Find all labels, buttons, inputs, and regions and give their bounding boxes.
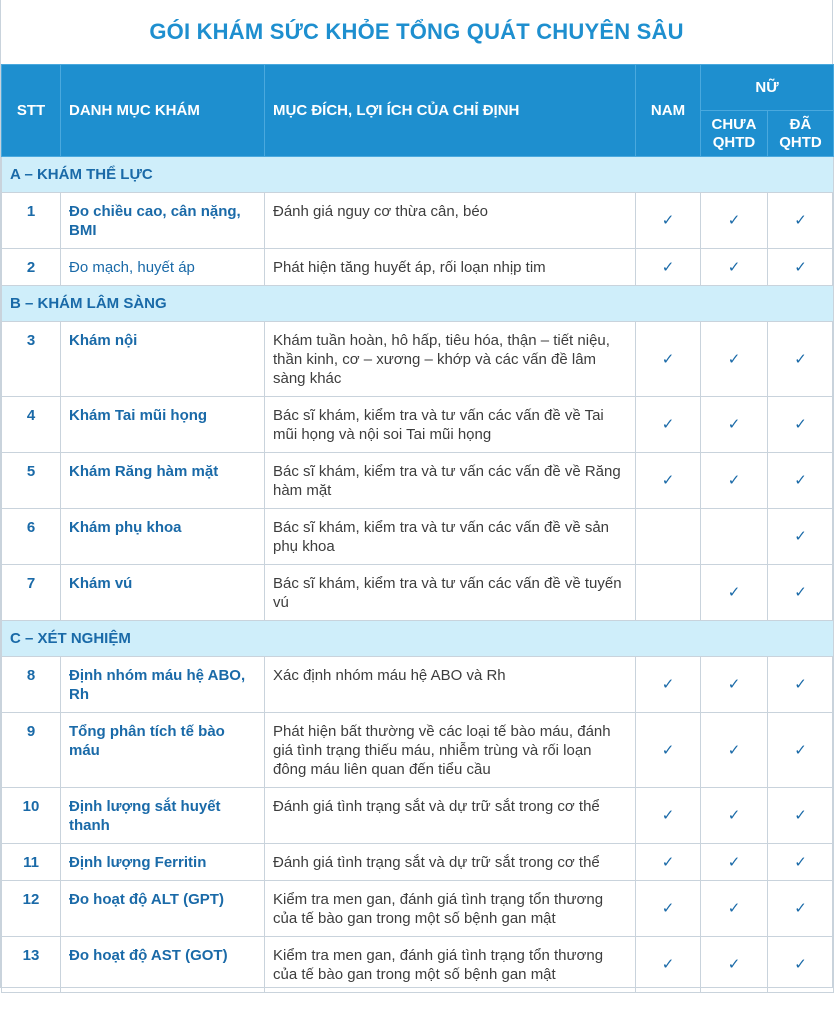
table-row <box>2 193 834 249</box>
check-cell-nam <box>636 657 701 713</box>
check-cell-da-qhtd <box>768 453 834 509</box>
header-da-line2: QHTD <box>779 133 822 151</box>
row-purpose: Đánh giá tình trạng sắt và dự trữ sắt trong cơ thể <box>265 844 636 881</box>
check-cell-chua-qhtd <box>701 565 768 621</box>
check-icon: ✓ <box>794 584 807 601</box>
row-stt: 13 <box>2 937 61 993</box>
table-row <box>2 881 834 937</box>
check-cell-chua-qhtd <box>701 937 768 993</box>
section-label: A – KHÁM THỂ LỰC <box>2 157 834 193</box>
table-row <box>2 937 834 993</box>
check-cell-da-qhtd <box>768 713 834 788</box>
row-purpose: Kiểm tra men gan, đánh giá tình trạng tổn thương của tế bào gan trong một số bệnh gan mật <box>265 881 636 937</box>
check-icon: ✓ <box>727 472 741 489</box>
check-cell-da-qhtd <box>768 193 834 249</box>
check-icon: ✓ <box>727 900 741 917</box>
check-cell-chua-qhtd <box>701 322 768 397</box>
check-icon: ✓ <box>661 853 675 871</box>
table-row <box>2 322 834 397</box>
check-icon: ✓ <box>794 528 807 545</box>
row-purpose: Phát hiện tăng huyết áp, rối loạn nhịp tim <box>265 249 636 286</box>
check-cell-chua-qhtd <box>701 453 768 509</box>
check-icon: ✓ <box>727 676 741 693</box>
check-icon: ✓ <box>794 741 807 759</box>
check-cell-da-qhtd <box>768 249 834 286</box>
check-icon: ✓ <box>794 258 807 276</box>
row-exam-name: Định nhóm máu hệ ABO, Rh <box>61 657 265 713</box>
table-row <box>2 713 834 788</box>
check-cell-chua-qhtd <box>701 397 768 453</box>
check-cell-da-qhtd <box>768 509 834 565</box>
header-da-line1: ĐÃ <box>789 115 812 133</box>
check-cell-nam <box>636 844 701 881</box>
exam-table <box>1 64 834 993</box>
page-title: GÓI KHÁM SỨC KHỎE TỔNG QUÁT CHUYÊN SÂU <box>149 19 684 44</box>
row-purpose: Bác sĩ khám, kiểm tra và tư vấn các vấn đề về sản phụ khoa <box>265 509 636 565</box>
check-cell-nam <box>636 397 701 453</box>
header-chua-line2: QHTD <box>712 133 756 151</box>
check-cell-chua-qhtd <box>701 844 768 881</box>
row-exam-name: Đo mạch, huyết áp <box>61 249 265 286</box>
check-icon: ✓ <box>794 212 807 229</box>
row-exam-name: Đo chiều cao, cân nặng, BMI <box>61 193 265 249</box>
check-icon: ✓ <box>794 416 807 433</box>
check-icon: ✓ <box>727 807 741 824</box>
check-icon: ✓ <box>794 807 807 824</box>
section-row <box>2 157 834 193</box>
check-cell-chua-qhtd <box>701 193 768 249</box>
check-cell-nam <box>636 193 701 249</box>
check-icon: ✓ <box>661 900 675 917</box>
check-icon: ✓ <box>661 258 675 276</box>
row-stt: 4 <box>2 397 61 453</box>
check-cell-nam <box>636 453 701 509</box>
check-icon: ✓ <box>661 741 675 759</box>
header-nu: NỮ <box>701 65 834 111</box>
check-cell-nam <box>636 249 701 286</box>
check-cell-chua-qhtd <box>701 657 768 713</box>
row-purpose: Bác sĩ khám, kiểm tra và tư vấn các vấn đề về Răng hàm mặt <box>265 453 636 509</box>
row-purpose: Bác sĩ khám, kiểm tra và tư vấn các vấn đề về tuyến vú <box>265 565 636 621</box>
check-icon: ✓ <box>661 807 675 824</box>
check-icon: ✓ <box>661 212 675 229</box>
check-icon: ✓ <box>727 853 741 871</box>
check-icon: ✓ <box>727 956 741 973</box>
row-purpose: Khám tuần hoàn, hô hấp, tiêu hóa, thận – tiết niệu, thần kinh, cơ – xương – khớp và các vấn đề lâm sàng khác <box>265 322 636 397</box>
row-stt: 10 <box>2 788 61 844</box>
row-exam-name: Khám nội <box>61 322 265 397</box>
row-stt: 5 <box>2 453 61 509</box>
table-row <box>2 844 834 881</box>
row-stt: 6 <box>2 509 61 565</box>
row-purpose: Đánh giá tình trạng sắt và dự trữ sắt trong cơ thể <box>265 788 636 844</box>
row-stt: 8 <box>2 657 61 713</box>
check-cell-da-qhtd <box>768 844 834 881</box>
row-exam-name: Khám Răng hàm mặt <box>61 453 265 509</box>
section-row <box>2 621 834 657</box>
row-exam-name: Định lượng Ferritin <box>61 844 265 881</box>
check-cell-nam <box>636 565 701 621</box>
check-cell-da-qhtd <box>768 881 834 937</box>
row-purpose: Xác định nhóm máu hệ ABO và Rh <box>265 657 636 713</box>
row-stt: 7 <box>2 565 61 621</box>
header-nam: NAM <box>636 65 701 157</box>
check-cell-nam <box>636 788 701 844</box>
check-cell-da-qhtd <box>768 937 834 993</box>
row-exam-name: Định lượng sắt huyết thanh <box>61 788 265 844</box>
check-cell-chua-qhtd <box>701 788 768 844</box>
check-cell-da-qhtd <box>768 788 834 844</box>
check-icon: ✓ <box>727 741 741 759</box>
row-stt: 2 <box>2 249 61 286</box>
section-row <box>2 286 834 322</box>
check-icon: ✓ <box>661 472 675 489</box>
row-exam-name: Khám phụ khoa <box>61 509 265 565</box>
row-stt: 9 <box>2 713 61 788</box>
row-stt: 11 <box>2 844 61 881</box>
check-icon: ✓ <box>727 258 741 276</box>
table-header <box>2 65 834 157</box>
row-exam-name: Tổng phân tích tế bào máu <box>61 713 265 788</box>
check-icon: ✓ <box>661 350 675 368</box>
table-row <box>2 397 834 453</box>
header-da-qhtd <box>768 111 834 157</box>
check-cell-chua-qhtd <box>701 509 768 565</box>
row-stt: 1 <box>2 193 61 249</box>
check-cell-da-qhtd <box>768 657 834 713</box>
row-stt: 3 <box>2 322 61 397</box>
check-icon: ✓ <box>794 472 807 489</box>
check-cell-nam <box>636 937 701 993</box>
header-stt: STT <box>2 65 61 157</box>
check-icon: ✓ <box>661 676 675 693</box>
header-chua-qhtd <box>701 111 768 157</box>
check-cell-chua-qhtd <box>701 249 768 286</box>
check-icon: ✓ <box>727 212 741 229</box>
check-icon: ✓ <box>794 853 807 871</box>
section-label: C – XÉT NGHIỆM <box>2 621 834 657</box>
check-cell-chua-qhtd <box>701 881 768 937</box>
header-danh-muc: DANH MỤC KHÁM <box>61 65 265 157</box>
row-exam-name: Đo hoạt độ AST (GOT) <box>61 937 265 993</box>
check-icon: ✓ <box>794 956 807 973</box>
check-icon: ✓ <box>661 956 675 973</box>
check-cell-da-qhtd <box>768 322 834 397</box>
row-stt: 12 <box>2 881 61 937</box>
header-muc-dich: MỤC ĐÍCH, LỢI ÍCH CỦA CHỈ ĐỊNH <box>265 65 636 157</box>
table-row <box>2 249 834 286</box>
check-cell-da-qhtd <box>768 397 834 453</box>
row-purpose: Bác sĩ khám, kiểm tra và tư vấn các vấn đề về Tai mũi họng và nội soi Tai mũi họng <box>265 397 636 453</box>
table-row <box>2 509 834 565</box>
row-exam-name: Khám vú <box>61 565 265 621</box>
table-body <box>2 157 834 993</box>
table-row <box>2 657 834 713</box>
table-row <box>2 453 834 509</box>
row-exam-name: Đo hoạt độ ALT (GPT) <box>61 881 265 937</box>
check-icon: ✓ <box>661 416 675 433</box>
row-purpose: Phát hiện bất thường về các loại tế bào máu, đánh giá tình trạng thiếu máu, nhiễm trùng và rối loạn đông máu liên quan đến tiểu cầu <box>265 713 636 788</box>
table-row <box>2 565 834 621</box>
table-row <box>2 788 834 844</box>
row-purpose: Kiểm tra men gan, đánh giá tình trạng tổn thương của tế bào gan trong một số bệnh gan mật <box>265 937 636 993</box>
check-cell-nam <box>636 322 701 397</box>
check-icon: ✓ <box>727 416 741 433</box>
check-icon: ✓ <box>727 350 741 368</box>
check-cell-nam <box>636 509 701 565</box>
check-cell-nam <box>636 881 701 937</box>
row-purpose: Đánh giá nguy cơ thừa cân, béo <box>265 193 636 249</box>
row-exam-name: Khám Tai mũi họng <box>61 397 265 453</box>
check-icon: ✓ <box>794 900 807 917</box>
check-icon: ✓ <box>727 584 741 601</box>
check-icon: ✓ <box>794 676 807 693</box>
check-cell-chua-qhtd <box>701 713 768 788</box>
section-label: B – KHÁM LÂM SÀNG <box>2 286 834 322</box>
check-icon: ✓ <box>794 350 807 368</box>
check-cell-da-qhtd <box>768 565 834 621</box>
check-cell-nam <box>636 713 701 788</box>
header-chua-line1: CHƯA <box>711 115 757 133</box>
